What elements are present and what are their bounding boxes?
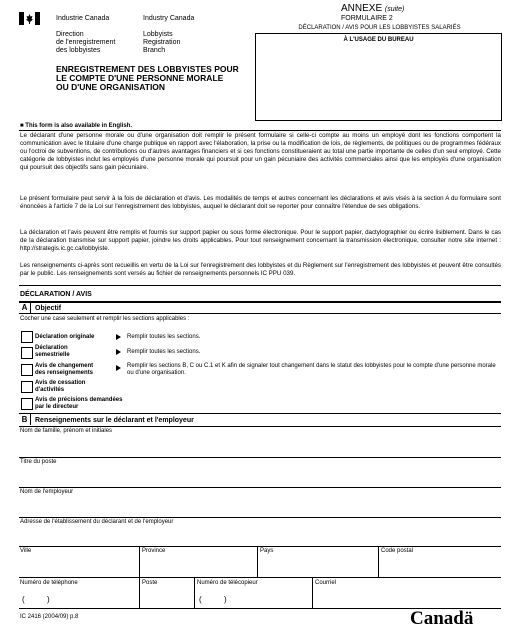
divider [19, 457, 501, 458]
checkbox-avis-precisions[interactable] [21, 398, 33, 410]
city-input[interactable] [19, 556, 139, 576]
annex-label: ANNEXE (suite) [341, 3, 405, 14]
employer-input[interactable] [19, 497, 501, 517]
phone-input[interactable] [19, 588, 139, 607]
province-input[interactable] [140, 556, 257, 576]
fax-area-close: ) [224, 595, 227, 604]
section-b-letter: B [19, 414, 31, 425]
divider [19, 546, 501, 547]
fax-input[interactable] [195, 588, 312, 607]
canada-wordmark: Canadä [410, 608, 474, 629]
dept-name-en: Industry Canada [143, 15, 195, 22]
option-action-declaration-semestrielle: Remplir toutes les sections. [127, 349, 201, 355]
submission-paragraph: La déclaration et l'avis peuvent être remplis et fournis sur support papier ou sous forme électronique. Pour le support papier, dactylographier ou écrire lisiblement. Dans le cas de la déclaration transmise sur support papier, joindre les droits applicables. Pour tout renseignement concernant la transmission électronique, consulter notre site internet : http://strategis.ic.gc.ca/lobbyiste. [20, 229, 501, 252]
checkbox-declaration-originale[interactable] [21, 331, 33, 343]
field-label-phone: Numéro de téléphone [20, 580, 78, 586]
option-label-avis-changement: Avis de changement des renseignements [35, 363, 94, 376]
phone-area-close: ) [47, 595, 50, 604]
country-input[interactable] [258, 556, 378, 576]
divider [19, 517, 501, 518]
intro-paragraph: Le déclarant d'une personne morale ou d'une organisation doit remplir le présent formulaire si celle-ci compte au moins un employé dont les fonctions comportent la communication avec le titulaire d'une charge publique en rapport avec l'élaboration, la prise ou la modification de lois, de règlements, de politiques ou de programmes fédéraux ou l'octroi de subventions, de contributions ou d'autres avantages financiers et si ces fonctions constitueraient au total une partie importante de celles d'un seul employé. Cette catégorie de lobbyistes inclut les employés d'une personne morale qui poursuit pour un gain pécuniaire des activités commerciales ainsi que les employés d'une organisation qui poursuit des objectifs sans gain pécuniaire. [20, 132, 501, 171]
field-label-postal: Code postal [381, 548, 414, 554]
field-label-address: Adresse de l'établissement du déclarant et de l'employeur [20, 519, 174, 525]
branch-name-en: Lobbyists Registration Branch [143, 31, 181, 54]
field-label-employer: Nom de l'employeur [20, 489, 74, 495]
arrow-right-icon [116, 334, 121, 340]
section-b-title: Renseignements sur le déclarant et l'employeur [35, 417, 194, 424]
section-a-title: Objectif [35, 305, 62, 312]
name-input[interactable] [19, 436, 501, 457]
option-label-avis-cessation: Avis de cessation d'activités [35, 380, 86, 393]
field-label-country: Pays [260, 548, 274, 554]
field-label-name: Nom de famille, prénom et initiales [20, 428, 113, 434]
address-input[interactable] [19, 527, 501, 546]
form-number: FORMULAIRE 2 [341, 15, 393, 22]
divider [19, 313, 501, 314]
phone-area-open: ( [22, 595, 25, 604]
divider [19, 130, 501, 131]
option-action-avis-changement: Remplir les sections B, C ou C.1 et K afin de signaler tout changement dans le statut des lobbyistes pour le compte d'une personne morale ou d'une organisation. [127, 363, 496, 376]
field-label-email: Courriel [315, 580, 337, 586]
checkbox-avis-changement[interactable] [21, 364, 33, 376]
email-input[interactable] [313, 588, 501, 607]
field-label-province: Province [142, 548, 166, 554]
divider [19, 487, 501, 488]
canada-flag-icon [19, 12, 40, 25]
dept-name-fr: Industrie Canada [56, 15, 110, 22]
privacy-paragraph: Les renseignements ci-après sont recueillis en vertu de la Loi sur l'enregistrement des lobbyistes et du Règlement sur l'enregistrement des lobbyistes et peuvent être consultés par le public. Les renseignements sont versés au fichier de renseignements personnels IC PPU 039. [20, 262, 501, 277]
option-label-declaration-originale: Déclaration originale [35, 334, 95, 340]
arrow-right-icon [116, 349, 121, 355]
job-title-input[interactable] [19, 467, 501, 487]
option-label-declaration-semestrielle: Déclaration semestrielle [35, 345, 70, 358]
arrow-right-icon [116, 365, 121, 371]
field-label-job-title: Titre du poste [20, 459, 57, 465]
timing-paragraph: Le présent formulaire peut servir à la fois de déclaration et d'avis. Les modalités de temps et autres concernant les déclarations et avis visés à la section A du formulaire sont énoncées à l'article 7 de la Loi sur l'enregistrement des lobbyistes, auquel le déclarant doit se reporter pour connaître l'étendue de ses obligations. [20, 195, 501, 210]
section-a-letter: A [19, 302, 31, 313]
form-subtitle: DÉCLARATION / AVIS POUR LES LOBBYISTES SALARIÉS [298, 25, 461, 31]
office-use-label: À L'USAGE DU BUREAU [343, 37, 414, 43]
postal-input[interactable] [379, 556, 501, 576]
field-label-city: Ville [20, 548, 32, 554]
section-a-instruction: Cocher une case seulement et remplir les sections applicables : [20, 316, 190, 322]
option-action-declaration-originale: Remplir toutes les sections. [127, 334, 201, 340]
divider [19, 285, 501, 286]
field-label-fax: Numéro de télécopieur [197, 580, 258, 586]
branch-name-fr: Direction de l'enregistrement des lobbyistes [56, 31, 116, 54]
fax-area-open: ( [199, 595, 202, 604]
divider [19, 577, 501, 578]
divider [19, 301, 501, 303]
checkbox-avis-cessation[interactable] [21, 381, 33, 393]
divider [19, 426, 501, 427]
english-notice: ■ This form is also available in English. [20, 123, 132, 129]
checkbox-declaration-semestrielle[interactable] [21, 347, 33, 359]
office-use-box [255, 33, 502, 121]
form-code: IC 2416 (2004/09) p.8 [20, 614, 79, 620]
ext-input[interactable] [140, 588, 194, 607]
form-title: ENREGISTREMENT DES LOBBYISTES POUR LE COMPTE D'UNE PERSONNE MORALE OU D'UNE ORGANISATION [56, 64, 239, 92]
divider [19, 413, 501, 414]
field-label-ext: Poste [142, 580, 158, 586]
option-label-avis-precisions: Avis de précisions demandées par le directeur [35, 397, 123, 410]
declaration-title: DÉCLARATION / AVIS [20, 291, 92, 298]
